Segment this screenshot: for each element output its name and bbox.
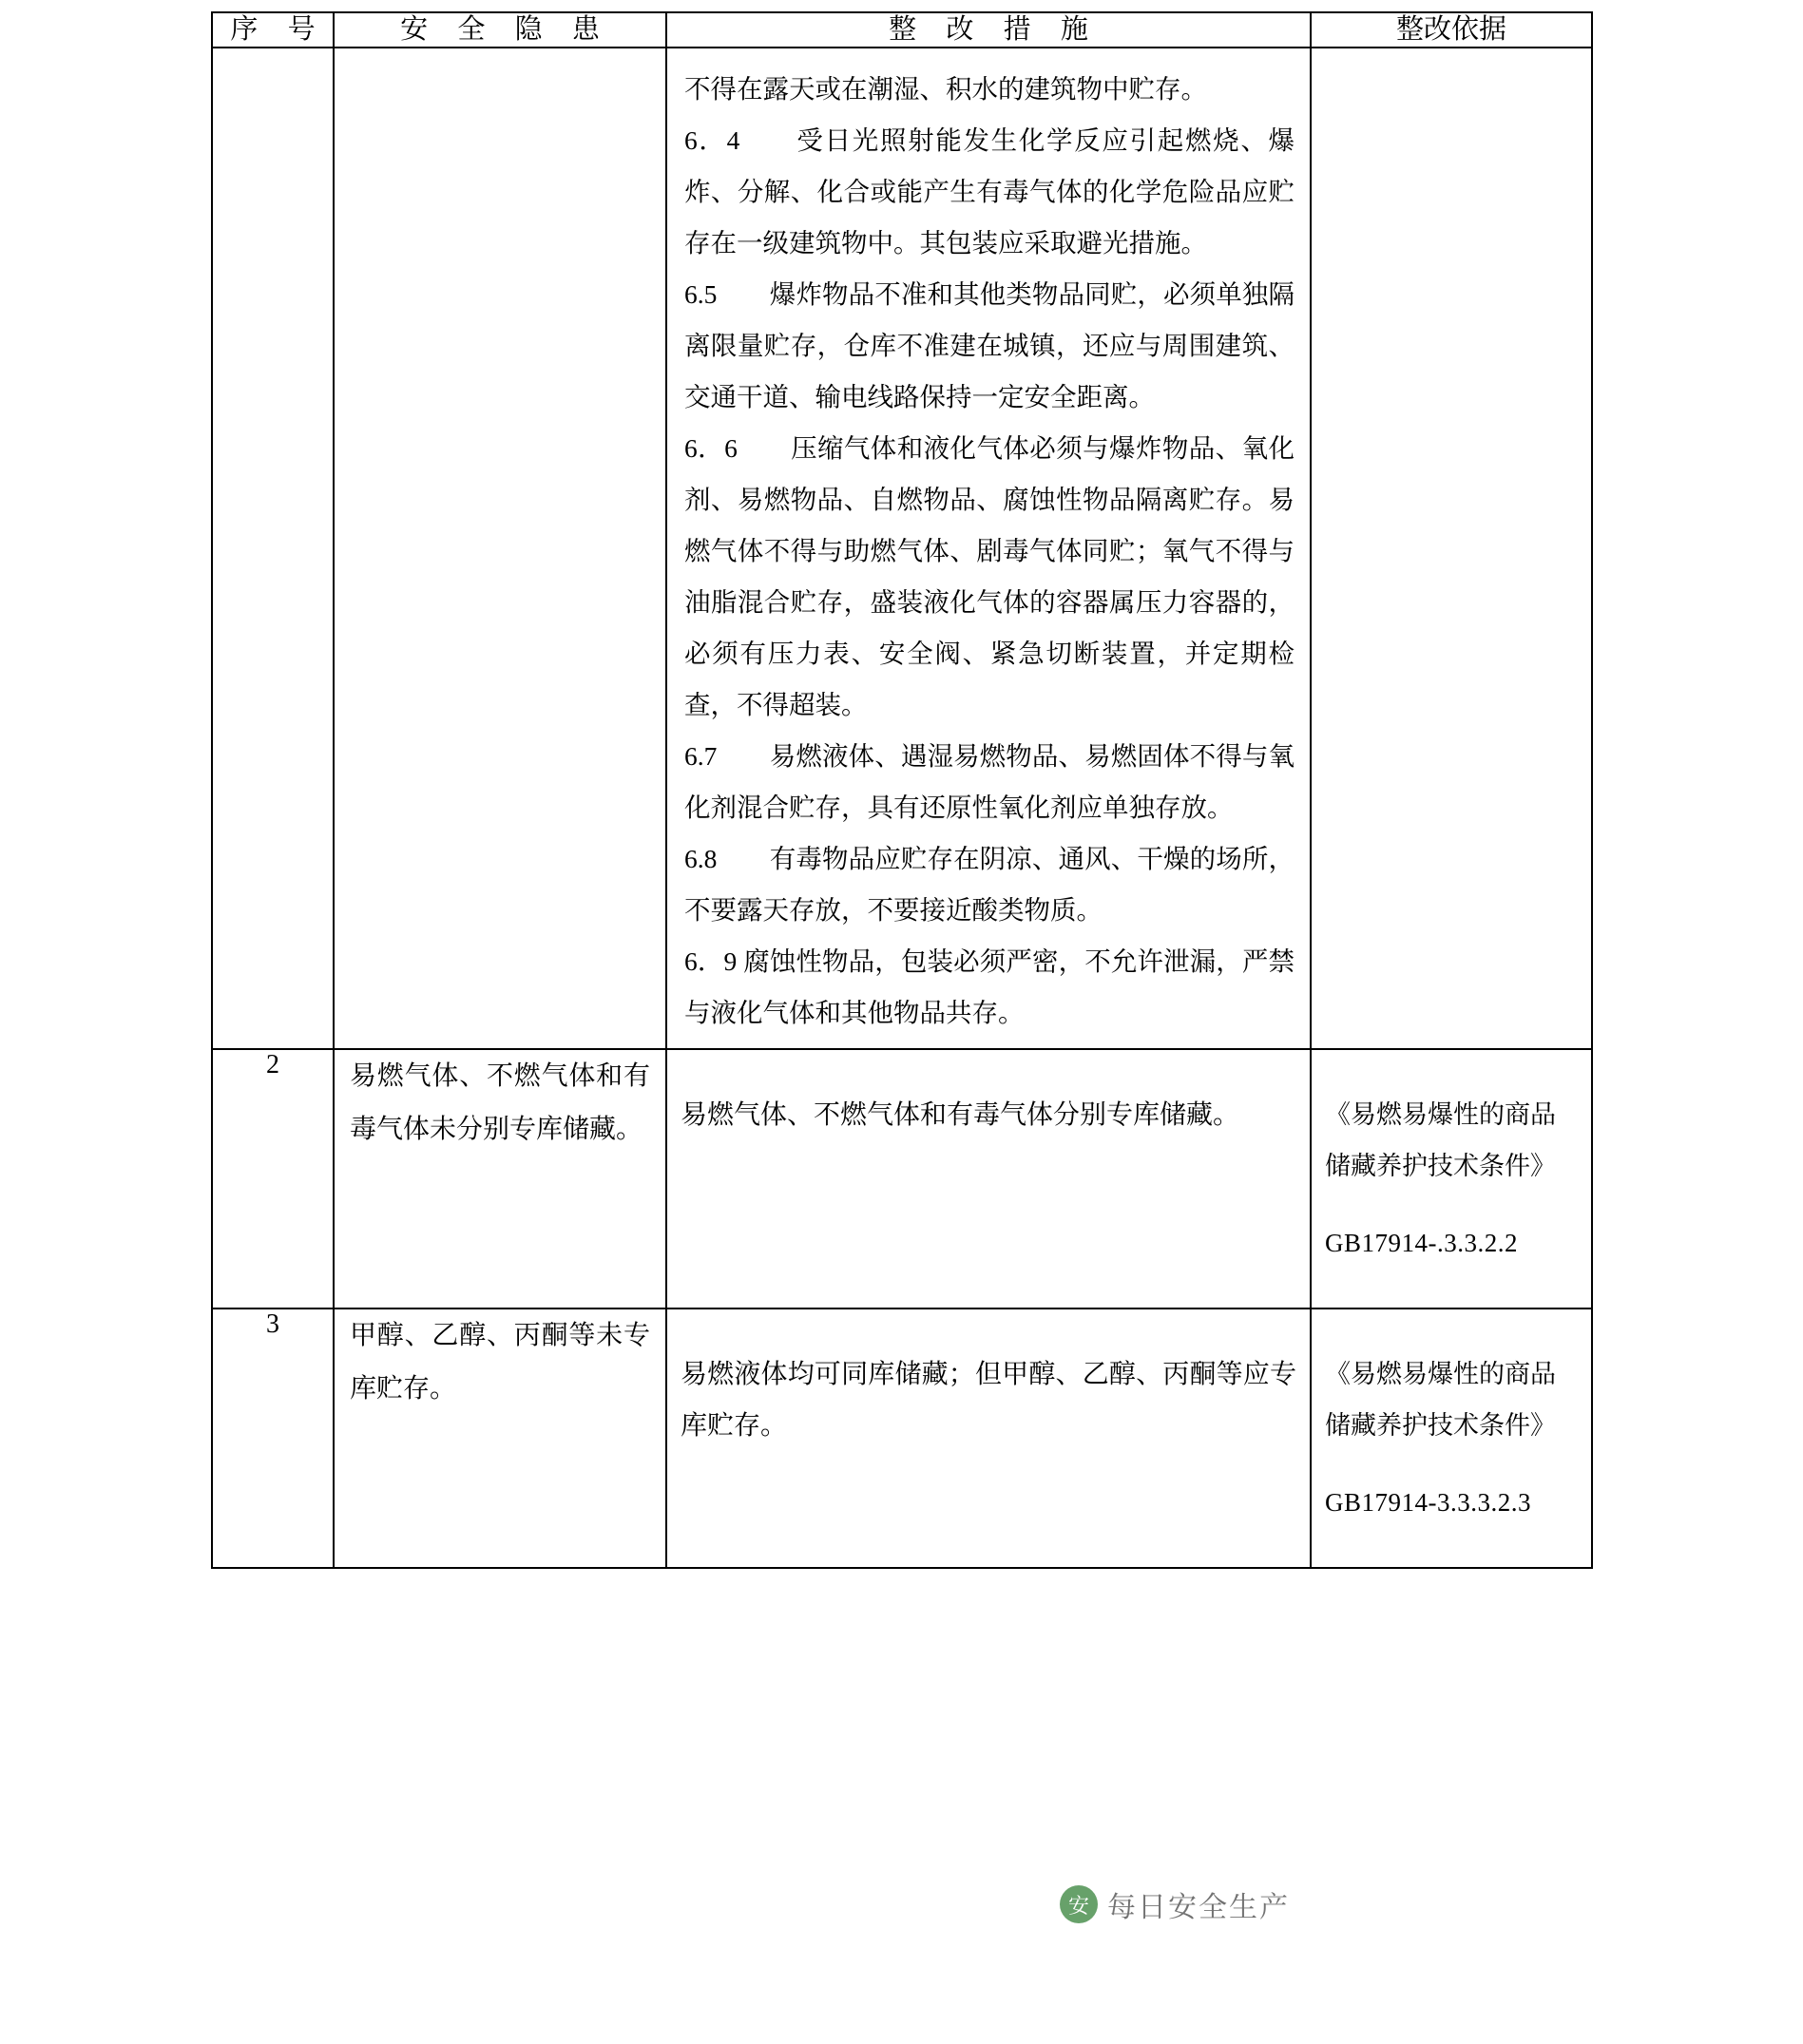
header-risk: 安 全 隐 患 — [334, 12, 666, 48]
measure-text: 易燃气体、不燃气体和有毒气体分别专库储藏。 — [681, 1099, 1240, 1130]
table-head — [212, 12, 1592, 48]
measure-paragraph: 6.7 易燃液体、遇湿易燃物品、易燃固体不得与氧化剂混合贮存，具有还原性氧化剂应单独存放。 — [684, 740, 1295, 822]
measure-paragraph: 6．6 压缩气体和液化气体必须与爆炸物品、氧化剂、易燃物品、自燃物品、腐蚀性物品隔离贮存。易燃气体不得与助燃气体、剧毒气体同贮；氧气不得与油脂混合贮存，盛装液化气体的容器属压力容器的，必须有压力表、安全阀、紧急切断装置，并定期检查，不得超装。 — [684, 432, 1295, 719]
cell-risk — [334, 48, 666, 1049]
table-header-row — [212, 12, 1592, 48]
basis-title: 《易燃易爆性的商品储藏养护技术条件》 — [1325, 1099, 1556, 1180]
cell-risk — [334, 1049, 666, 1309]
measure-paragraph: 6．9 腐蚀性物品，包装必须严密，不允许泄漏，严禁与液化气体和其他物品共存。 — [684, 946, 1295, 1027]
table-row — [212, 48, 1592, 1049]
header-seq: 序 号 — [212, 12, 334, 48]
measure-paragraph: 6.8 有毒物品应贮存在阴凉、通风、干燥的场所，不要露天存放，不要接近酸类物质。 — [684, 843, 1295, 925]
cell-basis — [1311, 48, 1592, 1049]
header-measure: 整 改 措 施 — [666, 12, 1311, 48]
risk-text: 易燃气体、不燃气体和有毒气体未分别专库储藏。 — [350, 1060, 650, 1144]
cell-measure — [666, 1049, 1311, 1309]
watermark-logo-icon: 安 — [1060, 1885, 1098, 1923]
risk-text: 甲醇、乙醇、丙酮等未专库贮存。 — [350, 1320, 650, 1404]
watermark — [1060, 1883, 1290, 1925]
watermark-text: 每日安全生产 — [1107, 1892, 1290, 1923]
measure-paragraph: 不得在露天或在潮湿、积水的建筑物中贮存。 — [684, 73, 1207, 104]
measure-paragraph: 6．4 受日光照射能发生化学反应引起燃烧、爆炸、分解、化合或能产生有毒气体的化学危险品应贮存在一级建筑物中。其包装应采取避光措施。 — [684, 124, 1295, 258]
basis-title: 《易燃易爆性的商品储藏养护技术条件》 — [1325, 1359, 1556, 1440]
cell-seq — [212, 48, 334, 1049]
measure-paragraph: 6.5 爆炸物品不准和其他类物品同贮，必须单独隔离限量贮存，仓库不准建在城镇，还应与周围建筑、交通干道、输电线路保持一定安全距离。 — [684, 278, 1295, 411]
measure-text: 易燃液体均可同库储藏；但甲醇、乙醇、丙酮等应专库贮存。 — [681, 1359, 1296, 1441]
cell-seq: 2 — [212, 1049, 334, 1309]
table-row — [212, 1309, 1592, 1568]
basis-code: GB17914-.3.3.2.2 — [1325, 1228, 1518, 1257]
cell-seq: 3 — [212, 1309, 334, 1568]
cell-measure — [666, 48, 1311, 1049]
cell-basis — [1311, 1309, 1592, 1568]
table-row — [212, 1049, 1592, 1309]
cell-measure — [666, 1309, 1311, 1568]
basis-code: GB17914-3.3.3.2.3 — [1325, 1487, 1531, 1517]
cell-basis — [1311, 1049, 1592, 1309]
cell-risk — [334, 1309, 666, 1568]
table-body — [212, 48, 1592, 1568]
rectification-table — [211, 11, 1593, 1569]
header-basis: 整改依据 — [1311, 12, 1592, 48]
